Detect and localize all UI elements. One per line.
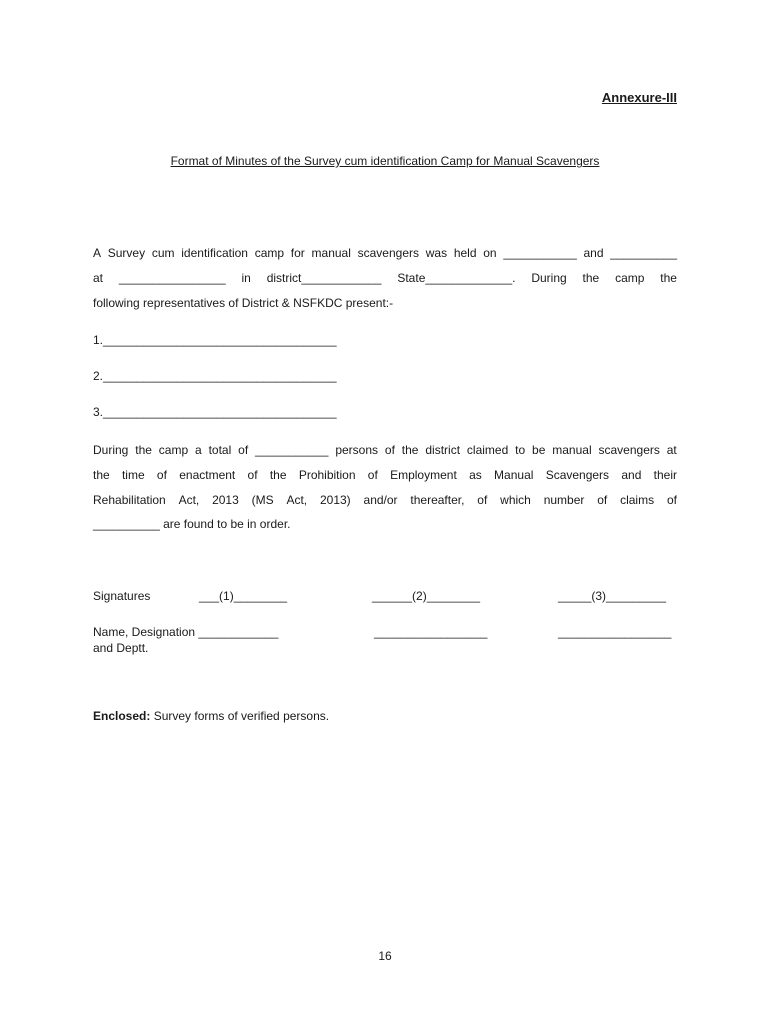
name-designation-continuation: and Deptt. — [93, 641, 149, 655]
word: During — [93, 443, 129, 457]
word: ________________ — [118, 271, 226, 285]
page-number: 16 — [378, 949, 392, 963]
intro-line-3: following representatives of District & NSFKDC present:- — [93, 296, 394, 310]
word: was — [425, 246, 448, 260]
word: the — [582, 271, 600, 285]
representative-line-3: 3.___________________________________ — [93, 405, 337, 419]
word: number — [543, 493, 585, 507]
word: identification — [181, 246, 248, 260]
word: of — [238, 443, 249, 457]
word: of — [367, 468, 378, 482]
word: manual — [311, 246, 351, 260]
word: camp — [254, 246, 285, 260]
word: Act, — [286, 493, 308, 507]
claims-line-2 — [93, 467, 677, 483]
word: Employment — [390, 468, 457, 482]
word: (MS — [251, 493, 274, 507]
word: to — [515, 443, 526, 457]
word: held — [453, 246, 477, 260]
intro-line-2 — [93, 270, 677, 286]
word: district____________ — [266, 271, 382, 285]
word: and/or — [363, 493, 398, 507]
word: a — [195, 443, 202, 457]
word: claimed — [466, 443, 509, 457]
word: scavengers — [357, 246, 419, 260]
annexure-heading: Annexure-III — [601, 90, 677, 105]
word: the — [660, 271, 677, 285]
word: for — [290, 246, 305, 260]
word: their — [653, 468, 677, 482]
word: at — [93, 271, 104, 285]
word: of — [247, 468, 258, 482]
word: claims — [620, 493, 655, 507]
word: Prohibition — [298, 468, 356, 482]
name-designation-slot-2: _________________ — [374, 625, 488, 639]
claims-line-4: __________ are found to be in order. — [93, 517, 291, 531]
claims-line-1 — [93, 442, 677, 458]
name-designation-label: Name, Designation ____________ — [93, 625, 279, 639]
word: of — [156, 468, 167, 482]
signatures-label: Signatures — [93, 589, 151, 603]
word: scavengers — [598, 443, 660, 457]
word: time — [121, 468, 145, 482]
word: thereafter, — [410, 493, 465, 507]
signature-slot-3: _____(3)_________ — [558, 589, 667, 603]
word: the — [269, 468, 287, 482]
document-title: Format of Minutes of the Survey cum identification Camp for Manual Scavengers — [170, 154, 600, 168]
word: of — [666, 493, 677, 507]
word: ___________ — [255, 443, 329, 457]
word: Manual — [494, 468, 534, 482]
word: district — [425, 443, 461, 457]
intro-line-1 — [93, 245, 677, 261]
word: cum — [151, 246, 175, 260]
word: State_____________. — [397, 271, 516, 285]
word: the — [93, 468, 110, 482]
word: of — [597, 493, 608, 507]
word: in — [241, 271, 251, 285]
word: A — [93, 246, 102, 260]
word: __________ — [610, 246, 677, 260]
word: and — [583, 246, 604, 260]
word: persons — [335, 443, 379, 457]
word: camp — [615, 271, 645, 285]
enclosed-note — [93, 709, 329, 723]
signature-slot-2: ______(2)________ — [372, 589, 481, 603]
signatures-row — [93, 589, 677, 605]
word: 2013) — [319, 493, 351, 507]
word: enactment — [179, 468, 236, 482]
word: of — [477, 493, 488, 507]
enclosed-text: Survey forms of verified persons. — [150, 709, 330, 723]
word: total — [208, 443, 232, 457]
enclosed-label: Enclosed: — [93, 709, 151, 723]
word: and — [621, 468, 642, 482]
claims-line-3 — [93, 492, 677, 508]
word: of — [384, 443, 395, 457]
word: Scavengers — [545, 468, 610, 482]
signature-slot-1: ___(1)________ — [199, 589, 288, 603]
word: which — [500, 493, 531, 507]
representative-line-1: 1.___________________________________ — [93, 333, 337, 347]
word: on — [483, 246, 497, 260]
name-designation-row — [93, 625, 677, 641]
word: Act, — [178, 493, 200, 507]
word: Survey — [107, 246, 146, 260]
representative-line-2: 2.___________________________________ — [93, 369, 337, 383]
word: as — [469, 468, 482, 482]
word: be — [532, 443, 546, 457]
word: at — [666, 443, 677, 457]
word: 2013 — [212, 493, 239, 507]
word: manual — [552, 443, 592, 457]
word: camp — [158, 443, 189, 457]
word: ___________ — [503, 246, 577, 260]
word: Rehabilitation — [93, 493, 166, 507]
word: During — [531, 271, 567, 285]
word: the — [135, 443, 152, 457]
word: the — [401, 443, 419, 457]
name-designation-slot-3: _________________ — [558, 625, 672, 639]
name-designation-continuation-row — [93, 641, 677, 657]
